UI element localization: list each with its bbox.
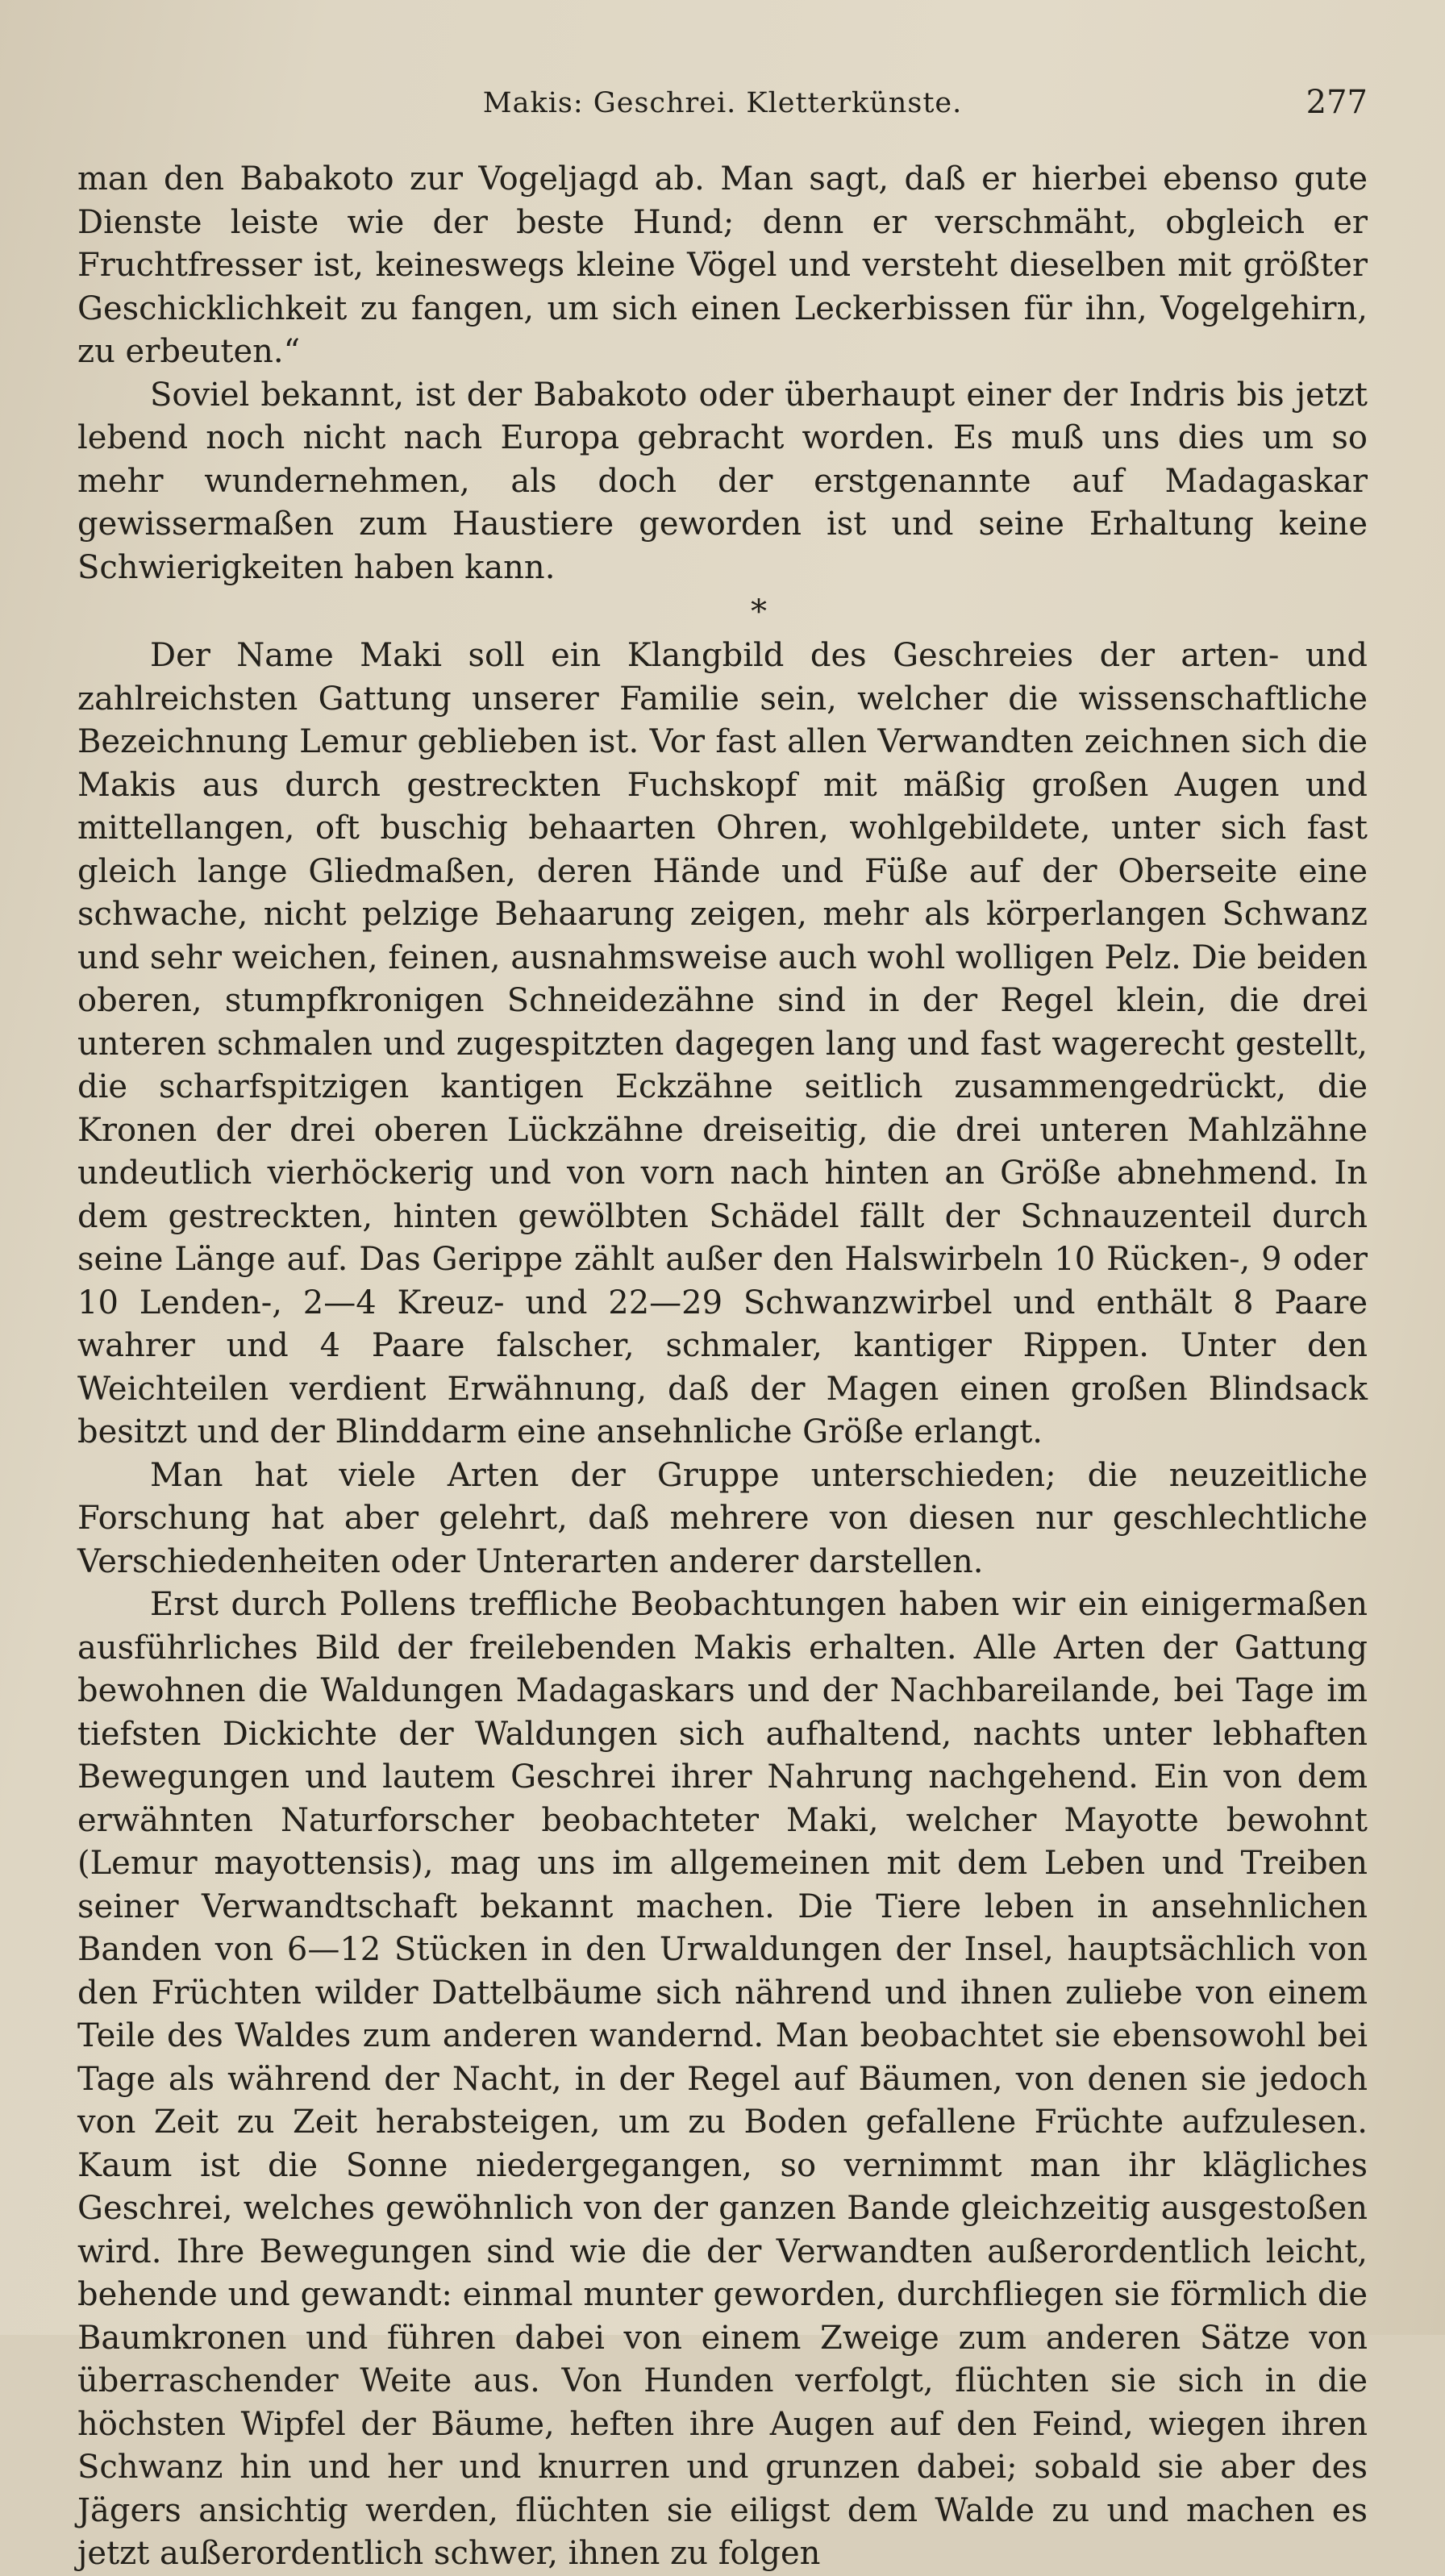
- paragraph: Erst durch Pollens treffliche Beobachtungen haben wir ein einigermaßen ausführliches Bild der freilebenden Makis erhalten. Alle Arten der Gattung bewohnen die Waldungen Madagaskars und der Nachbareilande, bei Tage im tiefsten Dickichte der Waldungen sich aufhaltend, nachts unter lebhaften Bewegungen und lautem Geschrei ihrer Nahrung nachgehend. Ein von dem erwähnten Naturforscher beobachteter Maki, welcher Mayotte bewohnt (Lemur mayottensis), mag uns im allgemeinen mit dem Leben und Treiben seiner Verwandtschaft bekannt machen. Die Tiere leben in ansehnlichen Banden von 6—12 Stücken in den Urwaldungen der Insel, hauptsächlich von den Früchten wilder Dattelbäume sich nährend und ihnen zuliebe von einem Teile des Waldes zum anderen wandernd. Man beobachtet sie ebensowohl bei Tage als während der Nacht, in der Regel auf Bäumen, von denen sie jedoch von Zeit zu Zeit herabsteigen, um zu Boden gefallene Früchte aufzulesen. Kaum ist die Sonne niedergegangen, so vernimmt man ihr klägliches Geschrei, welches gewöhnlich von der ganzen Bande gleichzeitig ausgestoßen wird. Ihre Bewegungen sind wie die der Verwandten außerordentlich leicht, behende und gewandt: einmal munter geworden, durchfliegen sie förmlich die Baumkronen und führen dabei von einem Zweige zum anderen Sätze von überraschender Weite aus. Von Hunden verfolgt, flüchten sie sich in die höchsten Wipfel der Bäume, heften ihre Augen auf den Feind, wiegen ihren Schwanz hin und her und knurren und grunzen dabei; sobald sie aber des Jägers ansichtig werden, flüchten sie eiligst dem Walde zu und machen es jetzt außerordentlich schwer, ihnen zu folgen: [77, 1586, 1368, 2572]
- page-header: [77, 84, 1368, 135]
- paragraph: Man hat viele Arten der Gruppe unterschieden; die neuzeitliche Forschung hat aber gelehrt, daß mehrere von diesen nur geschlechtliche Verschiedenheiten oder Unterarten anderer darstellen.: [77, 1456, 1368, 1580]
- running-head: Makis: Geschrei. Kletterkünste.: [482, 87, 963, 119]
- paragraph-continuation: man den Babakoto zur Vogeljagd ab. Man sagt, daß er hierbei ebenso gute Dienste leiste wie der beste Hund; denn er verschmäht, obgleich er Fruchtfresser ist, keineswegs kleine Vögel und versteht dieselben mit größter Geschicklichkeit zu fangen, um sich einen Leckerbissen für ihn, Vogelgehirn, zu erbeuten.“: [77, 160, 1368, 370]
- page-number: 277: [1305, 84, 1368, 121]
- body-text: [77, 158, 1368, 2576]
- paragraph: Soviel bekannt, ist der Babakoto oder überhaupt einer der Indris bis jetzt lebend noch nicht nach Europa gebracht worden. Es muß uns dies um so mehr wundernehmen, als doch der erstgenannte auf Madagaskar gewissermaßen zum Haustiere geworden ist und seine Erhaltung keine Schwierigkeiten haben kann.: [77, 376, 1368, 586]
- section-separator: *: [751, 593, 767, 630]
- paragraph: Der Name Maki soll ein Klangbild des Geschreies der arten- und zahlreichsten Gattung unserer Familie sein, welcher die wissenschaftliche Bezeichnung Lemur geblieben ist. Vor fast allen Verwandten zeichnen sich die Makis aus durch gestreckten Fuchskopf mit mäßig großen Augen und mittellangen, oft buschig behaarten Ohren, wohlgebildete, unter sich fast gleich lange Gliedmaßen, deren Hände und Füße auf der Oberseite eine schwache, nicht pelzige Behaarung zeigen, mehr als körperlangen Schwanz und sehr weichen, feinen, ausnahmsweise auch wohl wolligen Pelz. Die beiden oberen, stumpfkronigen Schneidezähne sind in der Regel klein, die drei unteren schmalen und zugespitzten dagegen lang und fast wagerecht gestellt, die scharfspitzigen kantigen Eckzähne seitlich zusammengedrückt, die Kronen der drei oberen Lückzähne dreiseitig, die drei unteren Mahlzähne undeutlich vierhöckerig und von vorn nach hinten an Größe abnehmend. In dem gestreckten, hinten gewölbten Schädel fällt der Schnauzenteil durch seine Länge auf. Das Gerippe zählt außer den Halswirbeln 10 Rücken-, 9 oder 10 Lenden-, 2—4 Kreuz- und 22—29 Schwanzwirbel und enthält 8 Paare wahrer und 4 Paare falscher, schmaler, kantiger Rippen. Unter den Weichteilen verdient Erwähnung, daß der Magen einen großen Blindsack besitzt und der Blinddarm eine ansehnliche Größe erlangt.: [77, 637, 1368, 1450]
